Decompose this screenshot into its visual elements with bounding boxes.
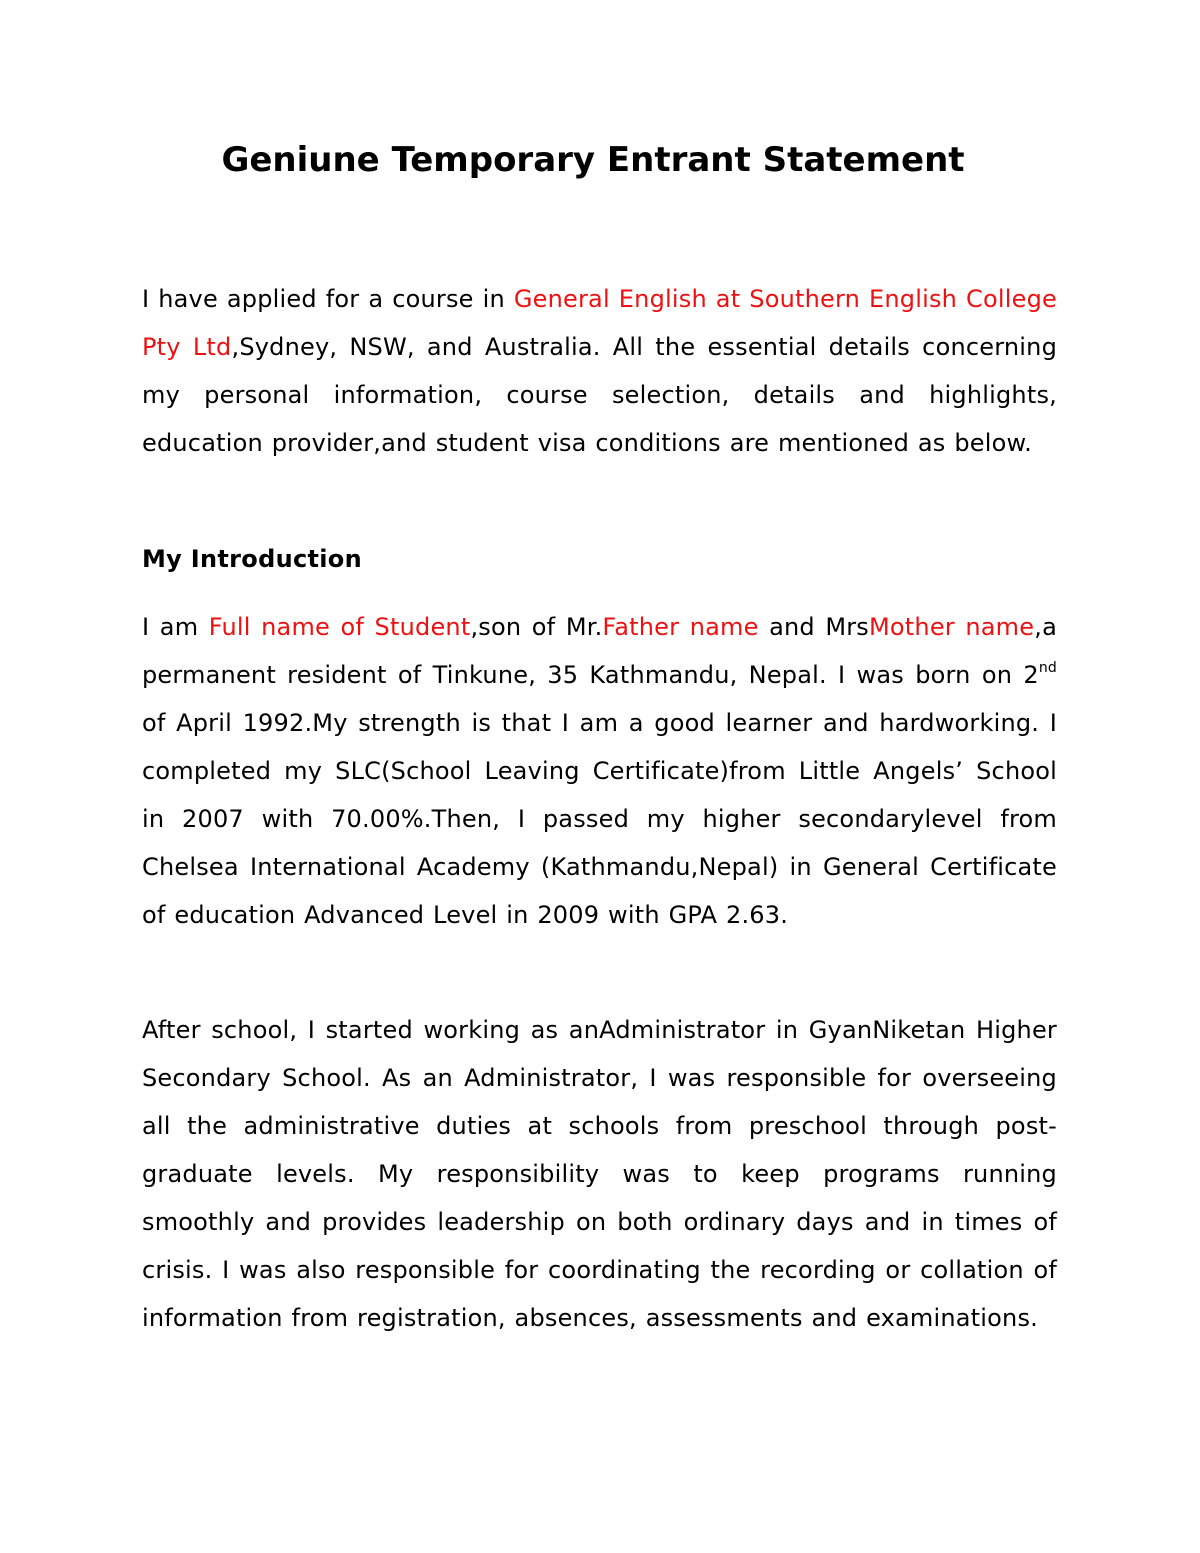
p2-text-e: of April 1992.My strength is that I am a good learner and hardworking. I completed my SLC(School Leaving Certificate)from Little Angels’ School in 2007 with 70.00%.Then, I passed my higher secondarylevel from Chelsea International Academy (Kathmandu,Nepal) in General Certificate of education Advanced Level in 2009 with GPA 2.63.: [142, 709, 1057, 929]
mother-name-placeholder: Mother name: [869, 613, 1035, 641]
course-highlight: General English at Southern English College Pty Ltd: [142, 285, 1057, 361]
p1-text-a: I have applied for a course in: [142, 285, 514, 313]
father-name-placeholder: Father name: [602, 613, 759, 641]
p2-text-c: and Mrs: [758, 613, 870, 641]
p1-text-b: ,Sydney, NSW, and Australia. All the essential details concerning my personal information, course selection, details and highlights, education provider,and student visa conditions are mentioned as below.: [142, 333, 1057, 457]
ordinal-suffix: nd: [1038, 660, 1057, 676]
student-name-placeholder: Full name of Student: [208, 613, 471, 641]
document-title: Geniune Temporary Entrant Statement: [221, 140, 965, 180]
p2-text-d: ,a permanent resident of Tinkune, 35 Kathmandu, Nepal. I was born on 2: [142, 613, 1057, 689]
p2-text-a: I am: [142, 613, 209, 641]
section-heading-introduction: My Introduction: [142, 545, 362, 573]
paragraph-work-experience: After school, I started working as anAdministrator in GyanNiketan Higher Secondary School. As an Administrator, I was responsible for overseeing all the administrative duties at schools from preschool through post-graduate levels. My responsibility was to keep programs running smoothly and provides leadership on both ordinary days and in times of crisis. I was also responsible for coordinating the recording or collation of information from registration, absences, assessments and examinations.: [142, 1016, 1057, 1332]
paragraph-introduction: [142, 603, 1057, 939]
paragraph-course-application: [142, 275, 1057, 467]
p2-text-b: ,son of Mr.: [470, 613, 603, 641]
